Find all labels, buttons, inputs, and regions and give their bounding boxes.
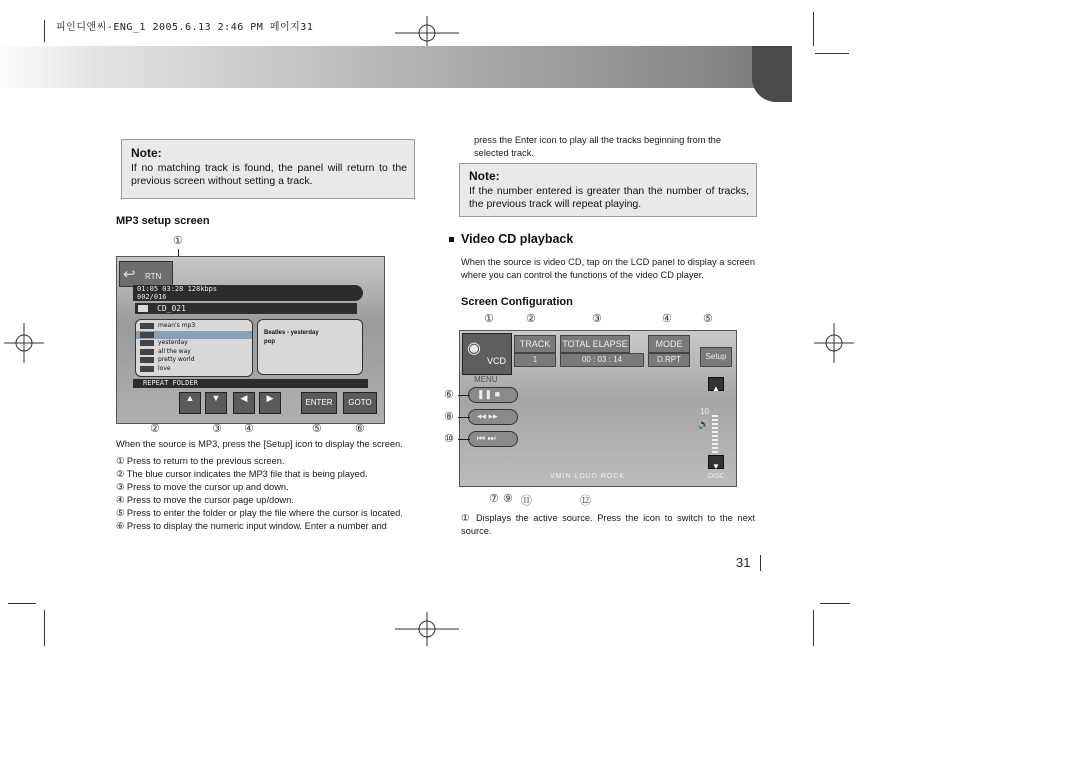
list-item[interactable]: all the way [136,348,252,357]
list-item-selected[interactable] [136,331,252,340]
callout-5: ⑤ [703,313,713,325]
page-up-button[interactable] [233,392,255,414]
return-button[interactable] [119,261,173,287]
list-item[interactable]: mean's mp3 [136,322,252,331]
page-number-rule [760,555,761,571]
callout-8: ⑧ [444,411,454,423]
return-arrow-icon: ↩ [123,266,136,283]
callout-10: ⑩ [444,433,454,445]
crop-mark [44,20,45,42]
time-readout: 01:05 03:28 128kbps [137,285,218,293]
note-box [121,139,415,199]
file-icon [140,332,154,338]
note-box [459,163,757,217]
crop-mark [815,53,849,54]
pause-icon: ❚❚ ■ [477,389,501,399]
section-body: When the source is video CD, tap on the LCD panel to display a screen where you can control the functions of the video CD player. [461,257,755,280]
note-title: Note: [131,146,162,160]
callout-2: ② [526,313,536,325]
step-icon: ◂◂ ▸▸ [477,411,498,421]
header-banner-tab [752,46,792,102]
arrow-left-icon: ◀ [240,393,248,403]
list-item[interactable]: pretty world [136,356,252,365]
callout-12: ⑫ [580,495,591,507]
crop-mark [813,12,814,46]
note-body: If no matching track is found, the panel will return to the previous screen without setting a track. [131,162,407,187]
file-icon [140,323,154,329]
registration-mark [395,16,459,50]
crop-mark [820,603,850,604]
track-info-box [257,319,363,375]
file-icon [140,366,154,372]
mp3-item-3: ③ Press to move the cursor up and down. [116,482,289,492]
callout-9: ⑨ [503,493,513,505]
vcd-screen [459,330,737,487]
callout-5: ⑤ [312,423,322,435]
callout-11: ⑪ [521,495,532,507]
print-header: 피인디앤씨-ENG_1 2005.6.13 2:46 PM 페이지31 [56,22,314,33]
arrow-down-icon: ▼ [712,462,720,471]
callout-1: ① [484,313,494,325]
callout-4: ④ [244,423,254,435]
folder-icon [138,305,148,312]
mp3-item-2: ② The blue cursor indicates the MP3 file that is being played. [116,469,368,479]
source-label: VCD [487,356,507,366]
volume-up-button[interactable] [708,377,724,391]
crop-mark [8,603,36,604]
page-number: 31 [736,555,751,570]
volume-down-button[interactable] [708,455,724,469]
callout-line [458,439,470,440]
setup-button[interactable]: Setup [700,347,732,367]
continued-text: press the Enter icon to play all the tracks beginning from the selected track. [474,135,722,158]
section-bullet [449,237,454,242]
mp3-item-5: ⑤ Press to enter the folder or play the file where the cursor is located. [116,508,403,518]
callout-line [458,395,470,396]
track-info-title: Beatles - yesterday [264,330,319,336]
callout-6: ⑥ [444,389,454,401]
registration-mark [4,323,44,363]
arrow-up-icon: ▲ [712,384,720,393]
file-icon [140,357,154,363]
list-item[interactable]: yesterday [136,339,252,348]
mp3-item-1: ① Press to return to the previous screen. [116,456,285,466]
page-down-button[interactable] [259,392,281,414]
note-title: Note: [469,169,500,183]
config-heading: Screen Configuration [461,296,573,308]
source-button[interactable] [462,333,512,375]
enter-button[interactable]: ENTER [301,392,337,414]
mp3-intro: When the source is MP3, press the [Setup] icon to display the screen. [116,439,403,449]
skip-buttons[interactable] [468,431,518,447]
callout-3: ③ [592,313,602,325]
list-item[interactable]: love [136,365,252,374]
volume-value: 10 [700,407,709,416]
vcd-item-1: ① Displays the active source. Press the icon to switch to the next source. [461,513,755,536]
goto-button[interactable]: GOTO [343,392,377,414]
folder-name: CD_021 [157,304,186,313]
file-icon [140,340,154,346]
mp3-item-6: ⑥ Press to display the numeric input window. Enter a number and [116,521,387,531]
note-body: If the number entered is greater than the number of tracks, the previous track will repeat playing. [469,185,749,210]
crop-mark [813,610,814,646]
mp3-setup-screen [116,256,385,424]
time-value: 00 : 03 : 14 [560,353,644,367]
registration-mark [814,323,854,363]
track-counter: 002/016 [137,293,167,301]
callout-2: ② [150,423,160,435]
step-buttons[interactable] [468,409,518,425]
cursor-down-button[interactable] [205,392,227,414]
mode-value: D.RPT [648,353,690,367]
eq-bar: VMIN LOUD ROCK [550,473,626,480]
callout-7: ⑦ [489,493,499,505]
section-title: Video CD playback [461,232,574,246]
tab-track[interactable]: TRACK [514,335,556,353]
track-info-genre: pop [264,339,275,345]
crop-mark [44,610,45,646]
mp3-heading: MP3 setup screen [116,215,210,227]
file-list[interactable] [135,319,253,377]
status-bar: REPEAT FOLDER [133,379,368,388]
arrow-right-icon: ▶ [266,393,274,403]
speaker-icon: 🔊 [698,419,710,429]
track-value: 1 [514,353,556,367]
registration-mark [395,612,459,646]
cursor-up-button[interactable] [179,392,201,414]
arrow-down-icon: ▼ [211,393,221,403]
play-pause-buttons[interactable] [468,387,518,403]
callout-4: ④ [662,313,672,325]
return-label: RTN [145,272,162,281]
volume-level-bar [712,415,718,453]
disc-icon: ◉ [467,340,481,357]
tab-total-elapse[interactable]: TOTAL ELAPSE [560,335,630,353]
callout-6: ⑥ [355,423,365,435]
callout-1: ① [173,235,183,247]
arrow-up-icon: ▲ [185,393,195,403]
callout-line [458,417,470,418]
mp3-item-4: ④ Press to move the cursor page up/down. [116,495,294,505]
callout-3: ③ [212,423,222,435]
tab-mode[interactable]: MODE [648,335,690,353]
skip-icon: ⏮ ⏭ [477,433,496,443]
folder-bar [135,303,357,314]
header-banner [0,46,790,88]
disc-label: DISC [708,473,725,480]
playback-info-bar [133,285,363,301]
menu-label: MENU [474,375,498,384]
file-icon [140,349,154,355]
